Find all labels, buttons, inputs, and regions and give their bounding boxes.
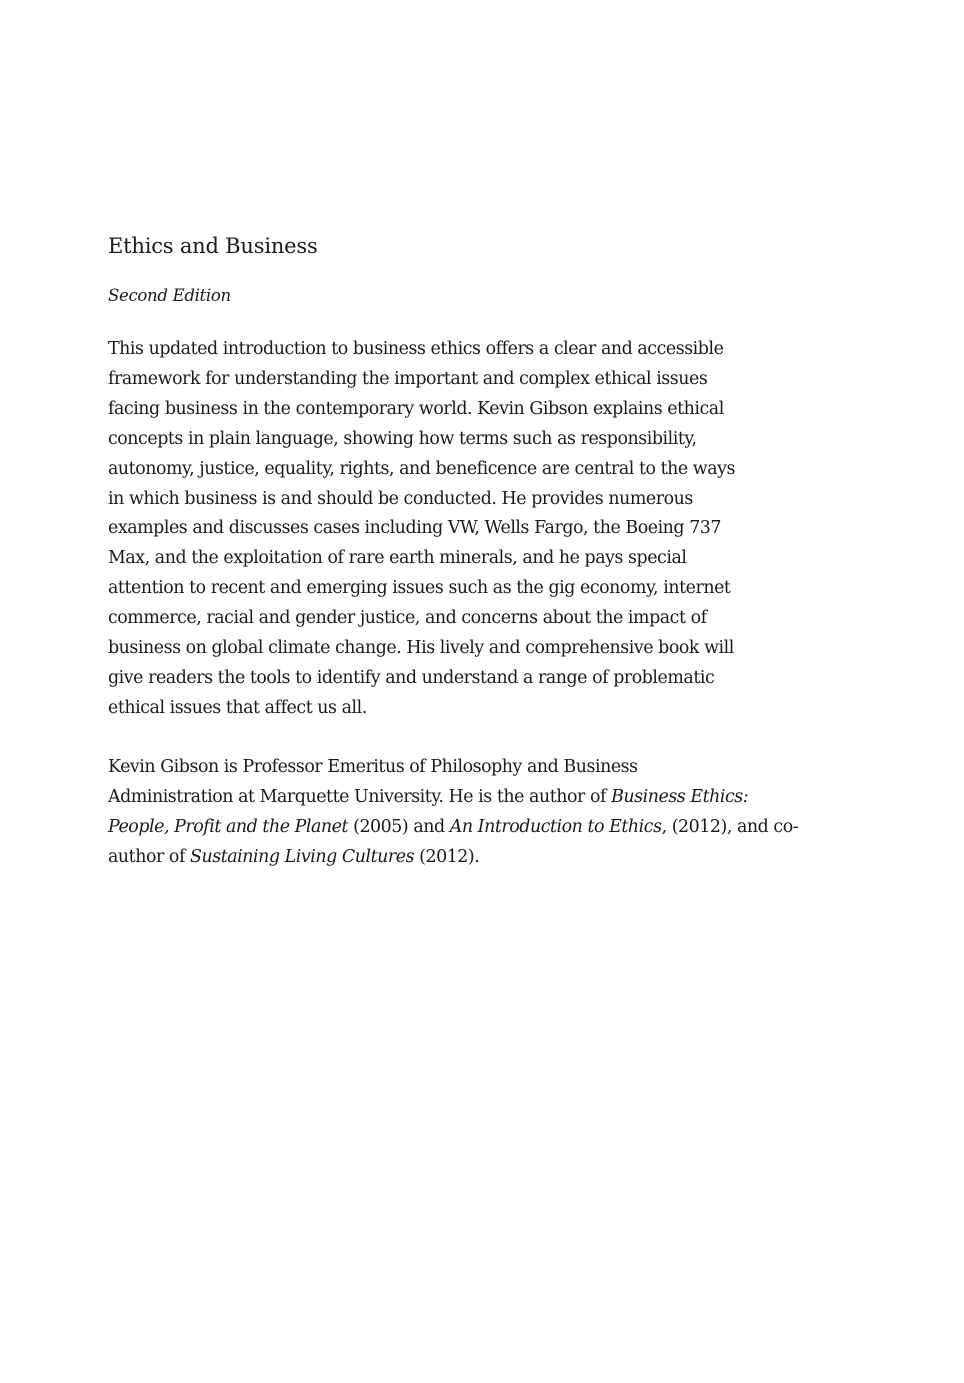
bio-line xyxy=(108,783,768,813)
book-title-reference: People, Profit and the Planet xyxy=(108,816,349,837)
author-bio xyxy=(108,753,799,873)
bio-text: Kevin Gibson is Professor Emeritus of Philosophy and Business xyxy=(108,757,638,777)
description-line: facing business in the contemporary world. Kevin Gibson explains ethical xyxy=(108,398,724,419)
description-line: Max, and the exploitation of rare earth minerals, and he pays special xyxy=(108,548,687,569)
book-title: Ethics and Business xyxy=(108,234,318,258)
description-line: give readers the tools to identify and understand a range of problematic xyxy=(108,667,715,688)
description-line: business on global climate change. His lively and comprehensive book will xyxy=(108,638,734,659)
book-title-reference: Business Ethics: xyxy=(611,786,749,807)
bio-text: (2005) and xyxy=(348,816,450,837)
bio-line xyxy=(108,753,768,783)
description-line: concepts in plain language, showing how terms such as responsibility, xyxy=(108,428,697,449)
description-line: examples and discusses cases including VW, Wells Fargo, the Boeing 737 xyxy=(108,518,722,539)
description-line: framework for understanding the important and complex ethical issues xyxy=(108,368,708,389)
description-line: This updated introduction to business ethics offers a clear and accessible xyxy=(108,339,724,359)
book-description xyxy=(108,335,768,724)
book-title-reference: An Introduction to Ethics xyxy=(449,816,662,837)
bio-line xyxy=(108,843,768,873)
book-title-reference: Sustaining Living Cultures xyxy=(190,846,415,867)
bio-text: Administration at Marquette University. He is the author of xyxy=(108,786,612,807)
bio-text: author of xyxy=(108,846,191,867)
bio-text: , (2012), and co- xyxy=(661,816,799,837)
bio-line xyxy=(108,813,799,843)
description-line: in which business is and should be conducted. He provides numerous xyxy=(108,488,693,509)
bio-text: (2012). xyxy=(414,846,480,867)
description-line: commerce, racial and gender justice, and concerns about the impact of xyxy=(108,608,707,629)
description-line: ethical issues that affect us all. xyxy=(108,697,367,718)
edition-label: Second Edition xyxy=(108,286,231,305)
description-line: autonomy, justice, equality, rights, and beneficence are central to the ways xyxy=(108,458,735,479)
description-line: attention to recent and emerging issues such as the gig economy, internet xyxy=(108,578,731,599)
